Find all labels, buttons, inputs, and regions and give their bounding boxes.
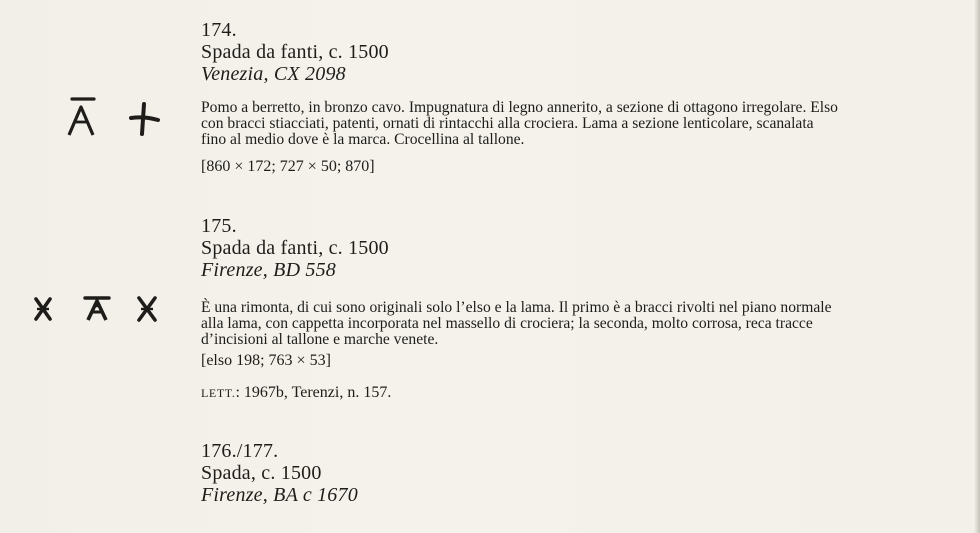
entry-175-description xyxy=(201,300,955,348)
entry-176-177-heading xyxy=(201,440,358,506)
page-edge-shadow xyxy=(974,0,980,533)
entry-title: Spada da fanti, c. 1500 xyxy=(201,237,389,259)
entry-title: Spada da fanti, c. 1500 xyxy=(201,41,389,63)
literature-label: LETT. xyxy=(201,386,236,400)
entry-175-dimensions: [elso 198; 763 × 53] xyxy=(201,352,331,369)
entry-175-heading xyxy=(201,215,389,281)
description-line: Pomo a berretto, in bronzo cavo. Impugnatura di legno annerito, a sezione di ottagono irregolare. Elso xyxy=(201,99,838,116)
entry-location: Venezia, CX 2098 xyxy=(201,63,346,85)
entry-174-heading xyxy=(201,19,389,85)
entry-175-literature xyxy=(201,384,391,402)
mark-cross-icon xyxy=(127,101,161,137)
entry-174-description xyxy=(201,100,955,148)
entry-location: Firenze, BD 558 xyxy=(201,259,337,281)
description-line: d’incisioni al tallone e marche venete. xyxy=(201,331,439,348)
entry-174-dimensions: [860 × 172; 727 × 50; 870] xyxy=(201,158,375,175)
description-line: con bracci stiacciati, patenti, ornati di rintacchi alla crociera. Lama a sezione lenticolare, scanalata xyxy=(201,115,814,132)
mark-bull-head-icon xyxy=(82,295,112,323)
mark-x-icon xyxy=(33,296,53,322)
description-line: fino al medio dove è la marca. Crocellina al tallone. xyxy=(201,131,525,148)
literature-text: : 1967b, Terenzi, n. 157. xyxy=(235,384,392,401)
entry-title: Spada, c. 1500 xyxy=(201,462,322,484)
description-line: È una rimonta, di cui sono originali solo l’elso e la lama. Il primo è a bracci rivolti nel piano normale xyxy=(201,299,832,316)
mark-a-bar-icon xyxy=(64,96,102,138)
description-line: alla lama, con cappetta incorporata nel massello di crociera; la seconda, molto corrosa, reca tracce xyxy=(201,315,813,332)
entry-number: 176./177. xyxy=(201,440,279,462)
entry-number: 174. xyxy=(201,19,237,41)
mark-x-icon xyxy=(136,295,158,323)
entry-location: Firenze, BA c 1670 xyxy=(201,484,358,506)
entry-number: 175. xyxy=(201,215,237,237)
